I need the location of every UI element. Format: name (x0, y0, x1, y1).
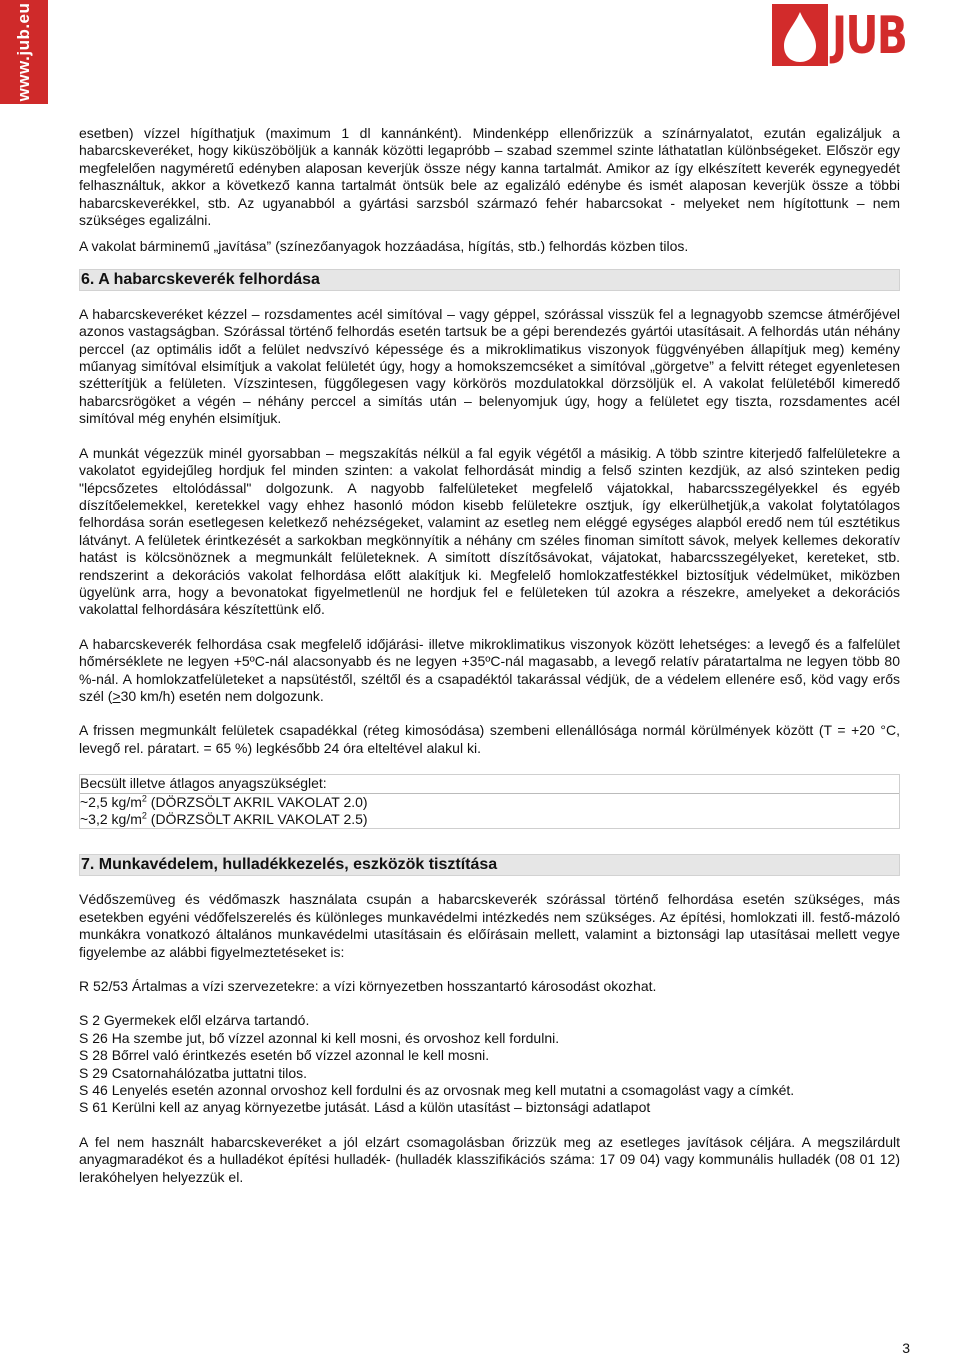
section-7-paragraph-1: Védőszemüveg és védőmaszk használata csupán a habarcskeverék szórással történő felhordása esetén szükséges, más esetekben egyéni védőfelszerelés és különleges munkavédelmi intézkedés nem szükséges. Az építési, homlokzati ill. festő-mázoló munkákra vonatkozó általános munkavédelmi utasításain és előírásain mellett, valamint a biztonsági lap utasításai mellett vegye figyelembe az alábbi figyelmeztetéseket is: (79, 891, 900, 960)
jub-logo-mark (772, 4, 836, 68)
r-phrase: R 52/53 Ártalmas a vízi szervezetekre: a vízi környezetben hosszantartó károsodást okozhat. (79, 978, 657, 995)
consumption-row-1-amount: ~2,5 kg/m (80, 793, 142, 810)
section-6-paragraph-1: A habarcskeveréket kézzel – rozsdamentes acél simítóval – vagy géppel, szórással visszük fel a legnagyobb szemcse átmérőjével azonos vastagságban. Szórással történő felhordás esetén tartsuk be a gépi berendezés gyártói utasításait. A felhordás után néhány perccel (az optimális időt a felület nedvszívó képessége és a mikroklimatikus viszonyok függvényében állapítjuk meg) kemény műanyag simítóval elsimítjuk a vakolat felületét úgy, hogy a homokszemcséket a simítóval „görgetve” a felvitt réteget egyenletesen szétterítjük a felületen. Vízszintesen, függőlegesen vagy körkörös mozdulatokkal dörzsöljük el. A vakolat felületéből kimeredő habarcsrögöket a végén – néhány perccel a simítás után – belenyomjuk úgy, hogy a felületet egy tiszta, rozsdamentes acél simítóval még enyhén elsimítjuk. (79, 305, 900, 427)
website-side-tab (0, 0, 48, 104)
s-phrase-item: S 29 Csatornahálózatba juttatni tilos. (79, 1064, 308, 1081)
consumption-row-1-exponent: 2 (141, 792, 147, 803)
consumption-row-1 (80, 794, 899, 811)
section-6-heading: 6. A habarcskeverék felhordása (79, 269, 900, 291)
intro-paragraph: esetben) vízzel hígíthatjuk (maximum 1 dl kannánként). Mindenképp ellenőrizzük a színárnyalatot, ezután egalizáljuk a habarcskeveréket, hogy kiküszöböljük a kannák közötti legapróbb – szabad szemmel szinte láthatatlan különbségeket. Először egy megfelelően nagyméretű edényben alaposan keverjük össze négy kanna tartalmát. Amikor az így elkészített keverék egynegyedét felhasználtuk, akkor a következő kanna tartalmát öntsük bele az egalizáló edénybe és ismét alaposan keverjük össze a többi habarcskeverékkel, stb. Az ugyanabból a gyártási sarzsból származó fehér habarcsokat - melyeket nem hígítottunk – nem szükséges egalizálni. (79, 125, 900, 229)
section-7-heading: 7. Munkavédelem, hulladékkezelés, eszközök tisztítása (79, 854, 900, 876)
s-phrase-item: S 61 Kerülni kell az anyag környezetbe jutását. Lásd a külön utasítást – biztonsági adatlapot (79, 1099, 651, 1116)
jub-wordmark: JUB (832, 6, 907, 66)
s-phrase-list (79, 1012, 900, 1116)
consumption-row-2-product: (DÖRZSÖLT AKRIL VAKOLAT 2.5) (146, 811, 368, 827)
conditions-text: A habarcskeverék felhordása csak megfelelő időjárási- illetve mikroklimatikus viszonyok között lehetséges: a levegő és a falfelület hőmérséklete ne legyen +5ºC-nál alacsonyabb és ne legyen +35ºC-nál magasabb, a levegő relatív páratartalma ne legyen több 80 %-nál. A homlokzatfelületeket a napsütéstől, széltől és a csapadéktól takarással védjük, de a védelem ellenére eső, köd vagy erős szél ( (79, 635, 900, 704)
s-phrase-item: S 2 Gyermekek elől elzárva tartandó. (79, 1012, 310, 1029)
s-phrase-item: S 46 Lenyelés esetén azonnal orvoshoz kell fordulni és az orvosnak meg kell mutatni a csomagolást vagy a címkét. (79, 1082, 795, 1099)
consumption-row-2-exponent: 2 (141, 810, 147, 821)
consumption-row-2 (80, 811, 899, 828)
intro-note: A vakolat bárminemű „javítása” (színezőanyagok hozzáadása, hígítás, stb.) felhordás közben tilos. (79, 238, 689, 255)
s-phrase-item: S 28 Bőrrel való érintkezés esetén bő vízzel azonnal le kell mosni. (79, 1047, 490, 1064)
consumption-box (79, 774, 900, 829)
website-url: www.jub.eu (14, 2, 33, 102)
consumption-row-2-amount: ~3,2 kg/m (80, 811, 142, 827)
consumption-heading: Becsült illetve átlagos anyagszükséglet: (80, 775, 899, 793)
s-phrase-item: S 26 Ha szembe jut, bő vízzel azonnal ki kell mosni, és orvoshoz kell fordulni. (79, 1029, 560, 1046)
section-6-paragraph-4: A frissen megmunkált felületek csapadékkal (réteg kimosódása) szembeni ellenállósága normál körülmények között (T = +20 °C, levegő rel. páratart. = 65 %) legkésőbb 24 óra elteltével alakul ki. (79, 722, 900, 756)
conditions-text-end: 30 km/h) esetén nem dolgozunk. (120, 687, 324, 704)
page-number: 3 (902, 1340, 910, 1356)
consumption-row-1-product: (DÖRZSÖLT AKRIL VAKOLAT 2.0) (146, 793, 368, 810)
section-6-paragraph-3 (79, 636, 900, 706)
greater-equal-sign: > (112, 687, 121, 704)
section-6-paragraph-2: A munkát végezzük minél gyorsabban – megszakítás nélkül a fal egyik végétől a másikig. A több szintre kiterjedő falfelületekre a vakolatot egyidejűleg hordjuk fel minden szinten: a vakolat felhordását mindig a felső szinten kezdjük, az alsó szinteken pedig "lépcsőzetes eltolódással" dolgozunk. A nagyobb falfelületeket megfelelő vájatokkal, habarcsszegélyekkel és egyéb díszítőelemekkel, keretekkel vagy ehhez hasonló módon kisebb felületekre osztjuk, így elkerülhetjük,a vakolat folytatólagos felhordása során esetlegesen keletkező nehézségeket, valamint az esetleg nem eléggé egységes alapból eredő nem túl esztétikus látványt. A felületek érintkezését a sarkokban megkönnyítik a néhány cm széles finoman simított sávok, melyek kellemes dekoratív hatást is kölcsönöznek a megmunkált felületeknek. A simított díszítősávokat, vájatokat, habarcsszegélyeket, kereteket, stb. rendszerint a dekorációs vakolat felhordása előtt alakítjuk ki. Megfelelő homlokzatfestékkel biztosítjuk védelmüket, miközben ügyelünk arra, hogy a bevonatokat figyelmetlenül ne hordjuk fel e felületeken túl azokra a részekre, amelyeket a dekorációs vakolattal felhordására készítettünk elő. (79, 444, 900, 618)
document-body (79, 125, 900, 1186)
jub-logo (772, 4, 912, 68)
section-7-paragraph-last: A fel nem használt habarcskeveréket a jól elzárt csomagolásban őrizzük meg az esetleges javítások céljára. A megszilárdult anyagmaradékot és a hulladékot építési hulladék- (hulladék klasszifikációs száma: 17 09 04) vagy kommunális hulladék (08 01 12) lerakóhelyen helyezzük el. (79, 1133, 900, 1185)
